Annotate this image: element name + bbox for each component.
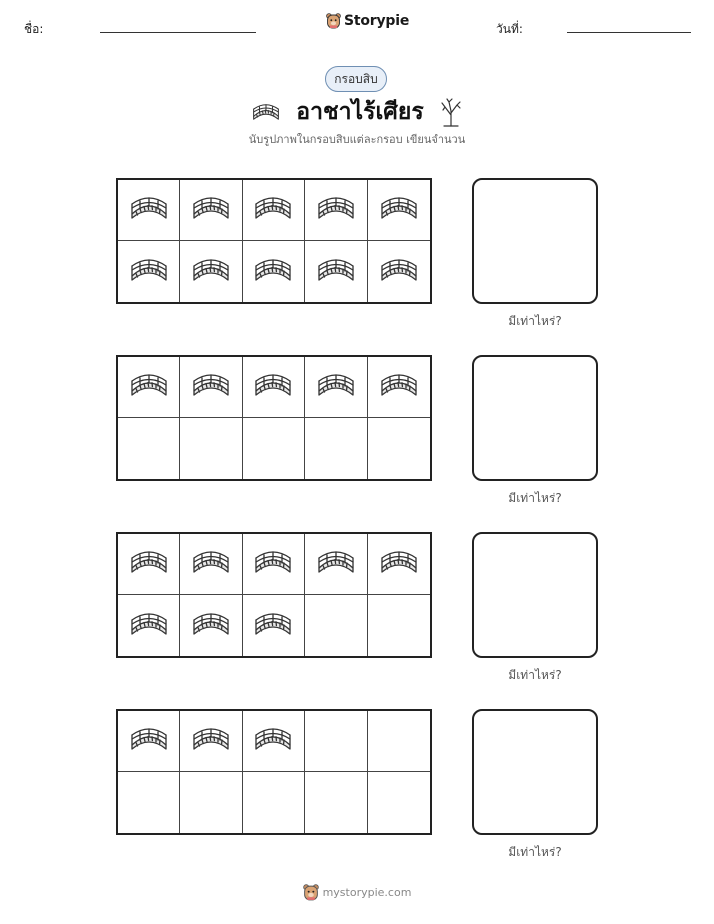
ten-frame-cell (305, 241, 367, 302)
page-title: อาชาไร้เศียร (296, 99, 424, 125)
footer-url[interactable]: mystorypie.com (322, 886, 412, 899)
ten-frame-cell (243, 357, 305, 418)
bridge-icon (251, 254, 295, 290)
instructions: นับรูปภาพในกรอบสิบแต่ละกรอบ เขียนจำนวน (248, 133, 466, 146)
ten-frame-cell (368, 711, 430, 772)
ten-frame-cell (305, 418, 367, 479)
ten-frame-cell (118, 595, 180, 656)
ten-frame-cell (243, 772, 305, 833)
ten-frame (116, 355, 432, 481)
date-label: วันที่: (496, 22, 523, 36)
bear-logo-icon (326, 13, 341, 29)
ten-frame-cell (118, 418, 180, 479)
ten-frame-cell (243, 534, 305, 595)
bridge-icon (377, 546, 421, 582)
ten-frame-cell (368, 418, 430, 479)
ten-frame-cell (180, 180, 242, 241)
ten-frame-cell (243, 711, 305, 772)
bridge-icon (314, 254, 358, 290)
ten-frame-cell (118, 241, 180, 302)
bridge-icon (127, 192, 171, 228)
ten-frame-cell (243, 180, 305, 241)
ten-frame-cell (368, 241, 430, 302)
brand-logo (326, 13, 409, 29)
bridge-icon (377, 192, 421, 228)
how-many-label: มีเท่าไหร่? (508, 491, 562, 505)
ten-frame-cell (180, 241, 242, 302)
name-label: ชื่อ: (24, 22, 44, 36)
ten-frame-cell (305, 534, 367, 595)
how-many-label: มีเท่าไหร่? (508, 314, 562, 328)
how-many-label: มีเท่าไหร่? (508, 668, 562, 682)
answer-box[interactable] (472, 709, 598, 835)
ten-frame-cell (305, 357, 367, 418)
brand-name: Storypie (344, 13, 410, 29)
ten-frame-cell (118, 534, 180, 595)
answer-box[interactable] (472, 178, 598, 304)
bridge-icon (251, 546, 295, 582)
how-many-label: มีเท่าไหร่? (508, 845, 562, 859)
bridge-icon (251, 608, 295, 644)
ten-frame-cell (305, 595, 367, 656)
bridge-icon (189, 546, 233, 582)
bridge-icon (314, 192, 358, 228)
topic-badge: กรอบสิบ (325, 66, 387, 92)
bridge-icon (377, 369, 421, 405)
bridge-icon (189, 608, 233, 644)
ten-frame (116, 709, 432, 835)
bridge-icon (189, 254, 233, 290)
ten-frame-cell (368, 595, 430, 656)
ten-frame-cell (180, 357, 242, 418)
ten-frame-cell (305, 772, 367, 833)
bridge-icon (251, 192, 295, 228)
answer-box[interactable] (472, 532, 598, 658)
ten-frame-cell (180, 772, 242, 833)
bridge-icon (314, 546, 358, 582)
ten-frame-cell (118, 357, 180, 418)
ten-frame-cell (243, 418, 305, 479)
ten-frame-cell (368, 357, 430, 418)
ten-frame-cell (180, 534, 242, 595)
ten-frame-cell (118, 772, 180, 833)
bridge-icon (127, 608, 171, 644)
bridge-icon (127, 723, 171, 759)
ten-frame-cell (180, 711, 242, 772)
tree-icon (438, 97, 464, 127)
bridge-icon (127, 546, 171, 582)
ten-frame-cell (118, 711, 180, 772)
bridge-icon (314, 369, 358, 405)
ten-frame (116, 178, 432, 304)
ten-frame-cell (243, 241, 305, 302)
ten-frame-cell (305, 180, 367, 241)
ten-frame-cell (243, 595, 305, 656)
ten-frame-cell (368, 180, 430, 241)
ten-frame-cell (118, 180, 180, 241)
title-row (0, 94, 714, 130)
ten-frame (116, 532, 432, 658)
bridge-icon (189, 723, 233, 759)
bridge-icon (251, 723, 295, 759)
bridge-icon (250, 100, 282, 124)
bridge-icon (127, 369, 171, 405)
ten-frame-cell (305, 711, 367, 772)
bridge-icon (189, 192, 233, 228)
bridge-icon (251, 369, 295, 405)
date-line[interactable] (567, 32, 691, 33)
ten-frame-cell (368, 534, 430, 595)
answer-box[interactable] (472, 355, 598, 481)
ten-frame-cell (180, 595, 242, 656)
bridge-icon (377, 254, 421, 290)
ten-frame-cell (368, 772, 430, 833)
footer (0, 884, 714, 901)
bear-logo-icon (303, 884, 319, 901)
bridge-icon (189, 369, 233, 405)
bridge-icon (127, 254, 171, 290)
ten-frame-cell (180, 418, 242, 479)
name-line[interactable] (100, 32, 256, 33)
